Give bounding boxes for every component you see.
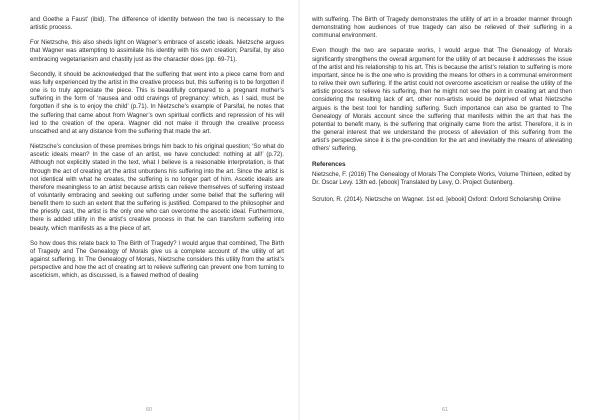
paragraph: So how does this relate back to The Birth of Tragedy? I would argue that combined, The Birth of Tragedy and The Genealogy of Morals give us a complete account of the utility of art against suffering. In The Genealogy of Morals, Nietzsche considers this utility from the artist’s perspective and how the act of creating art to relieve suffering can prevent one from turning to asceticism, which, as discussed, is a flawed method of dealing bbox=[30, 239, 284, 280]
references-heading: References bbox=[312, 160, 346, 168]
paragraph: For Nietzsche, this also sheds light on Wagner’s embrace of ascetic ideals. Nietzsche argues that Wagner was attempting to assimilate his identity with his own creation; Parsifal, by also embracing vegetarianism and chastity just as the character does (pp. 69-71). bbox=[30, 39, 284, 63]
paragraph: Even though the two are separate works, I would argue that The Genealogy of Morals significantly strengthens the overall argument for the utility of art because it addresses the issue of the artist and his relationship to his art. This is because the artist’s relation to suffering is more important, since he is the one who is providing the means for others in a communal environment to relive their own suffering. If the artist could not overcome asceticism or realise the utility of the artistic process to relieve his suffering, then he might not see the point in creating art and then considering the resulting lack of art, other non-artists would be deprived of what Nietzsche argues is the best tool for handling suffering. Such importance can also be granted to The Genealogy of Morals account since the suffering that manifests within the art that has the potential to benefit many, is the suffering that originally came from the artist. Therefore, it is in the general interest that we understand the process of alleviation of this suffering from the artist’s perspective since it is the pre-condition for the art and inevitably the means of alleviating others’ suffering. bbox=[312, 47, 572, 153]
paragraph: Secondly, it should be acknowledged that the suffering that went into a piece came from and was fully experienced by the artist in the creative process but, this suffering is to be forgotten if one is to truly appreciate the piece. This is beautifully compared to a pregnant mother’s suffering in the form of ‘nausea and odd cravings of pregnancy: which, as I said, must be forgotten if she is to enjoy the child’ (p.71). In Nietzsche’s example of Parsifal, he notes that the suffering that came about from Wagner’s own spiritual conflicts and repression of his will led to the creation of the opera. Wagner did not make it through the creative process unscathed and at any distance from the suffering that made the art. bbox=[30, 70, 284, 135]
paragraph: with suffering. The Birth of Tragedy demonstrates the utility of art in a broader manner through demonstrating how audiences of true tragedy can also be relieved of their suffering in a communal environment. bbox=[312, 16, 572, 40]
paragraph: Nietzsche’s conclusion of these premises brings him back to his original question; ‘So what do ascetic ideals mean? In the case of an artist, we have concluded: nothing at all!’ (p.72). Although not explicitly stated in the text, what I believe is a reasonable interpretation, is that through the act of creating art the artist unburdens his suffering into the art. Since the artist is not identical with what he creates, the suffering is no longer part of him. Ascetic ideals are therefore meaningless to an artist because artists can relieve themselves of suffering instead of voluntarily embracing and seeking out suffering under some belief that the suffering will benefit them to such an extent that the suffering is justified. Compared to the philosopher and the priestly cast, the artist is the only one who can overcome the ascetic ideal. Furthermore, there is added utility in the artist’s creative process in that he can transform suffering into beauty, which manifests as a the piece of art. bbox=[30, 143, 284, 232]
reference-entry: Scruton, R. (2014). Nietzsche on Wagner. 1st ed. [ebook] Oxford: Oxford Scholarship Online bbox=[312, 195, 561, 203]
reference-entry: Nietzsche, F. (2016) The Genealogy of Morals The Complete Works, Volume Thirteen, edited by Dr. Oscar Levy. 13th ed. [ebook] Translated by Levy, O. Project Gutenberg. bbox=[312, 170, 571, 186]
page-number: 60 bbox=[146, 407, 153, 413]
right-page bbox=[300, 0, 600, 420]
page-number: 61 bbox=[442, 407, 449, 413]
paragraph: and Goethe a Faust’ (ibid). The difference of identity between the two is necessary to the artistic process. bbox=[30, 16, 284, 32]
